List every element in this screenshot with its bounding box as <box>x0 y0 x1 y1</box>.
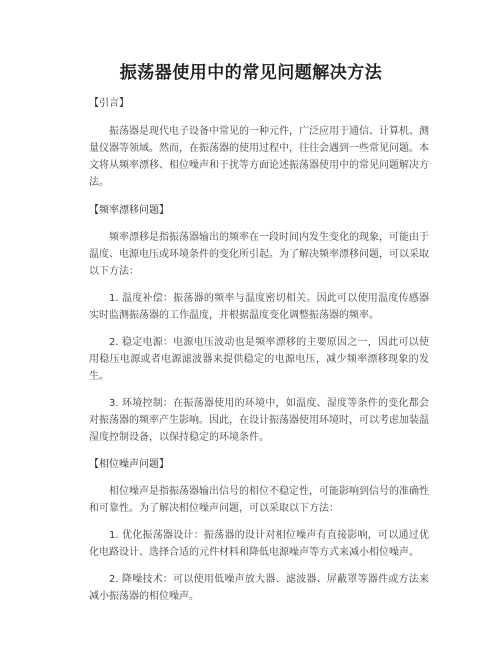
list-item: 1. 温度补偿：振荡器的频率与温度密切相关。因此可以使用温度传感器实时监测振荡器的工作温度，并根据温度变化调整振荡器的频率。 <box>89 293 429 321</box>
section-introduction <box>89 95 429 191</box>
list-item: 2. 稳定电源：电源电压波动也是频率漂移的主要原因之一，因此可以使用稳压电源或者电源滤波器来提供稳定的电源电压，减少频率漂移现象的发生。 <box>89 337 429 382</box>
paragraph: 振荡器是现代电子设备中常见的一种元件，广泛应用于通信、计算机、测量仪器等领域。然而，在振荡器的使用过程中，往往会遇到一些常见问题。本文将从频率漂移、相位噪声和干扰等方面论述振荡器使用中的常见问题解决方法。 <box>89 126 429 188</box>
paragraph: 频率漂移是指振荡器输出的频率在一段时间内发生变化的现象，可能由于温度、电源电压或环境条件的变化所引起。为了解决频率漂移问题，可以采取以下方法： <box>89 232 429 277</box>
section-heading: 【引言】 <box>89 98 129 109</box>
section-frequency-drift <box>89 202 429 446</box>
document-title: 振荡器使用中的常见问题解决方法 <box>119 63 383 83</box>
list-item: 3. 环境控制：在振荡器使用的环境中，如温度、湿度等条件的变化都会对振荡器的频率产生影响。因此，在设计振荡器使用环境时，可以考虑加装温湿度控制设备，以保持稳定的环境条件。 <box>89 398 429 443</box>
paragraph: 相位噪声是指振荡器输出信号的相位不稳定性，可能影响到信号的准确性和可靠性。为了解决相位噪声问题，可以采取以下方法： <box>89 486 429 514</box>
section-heading: 【相位噪声问题】 <box>89 459 169 470</box>
section-phase-noise <box>89 456 429 605</box>
list-item: 1. 优化振荡器设计：振荡器的设计对相位噪声有直接影响，可以通过优化电路设计、选择合适的元件材料和降低电源噪声等方式来减小相位噪声。 <box>89 530 429 558</box>
document-body <box>89 95 429 615</box>
section-heading: 【频率漂移问题】 <box>89 205 169 216</box>
list-item: 2. 降噪技术：可以使用低噪声放大器、滤波器、屏蔽罩等器件或方法来减小振荡器的相位噪声。 <box>89 574 429 602</box>
